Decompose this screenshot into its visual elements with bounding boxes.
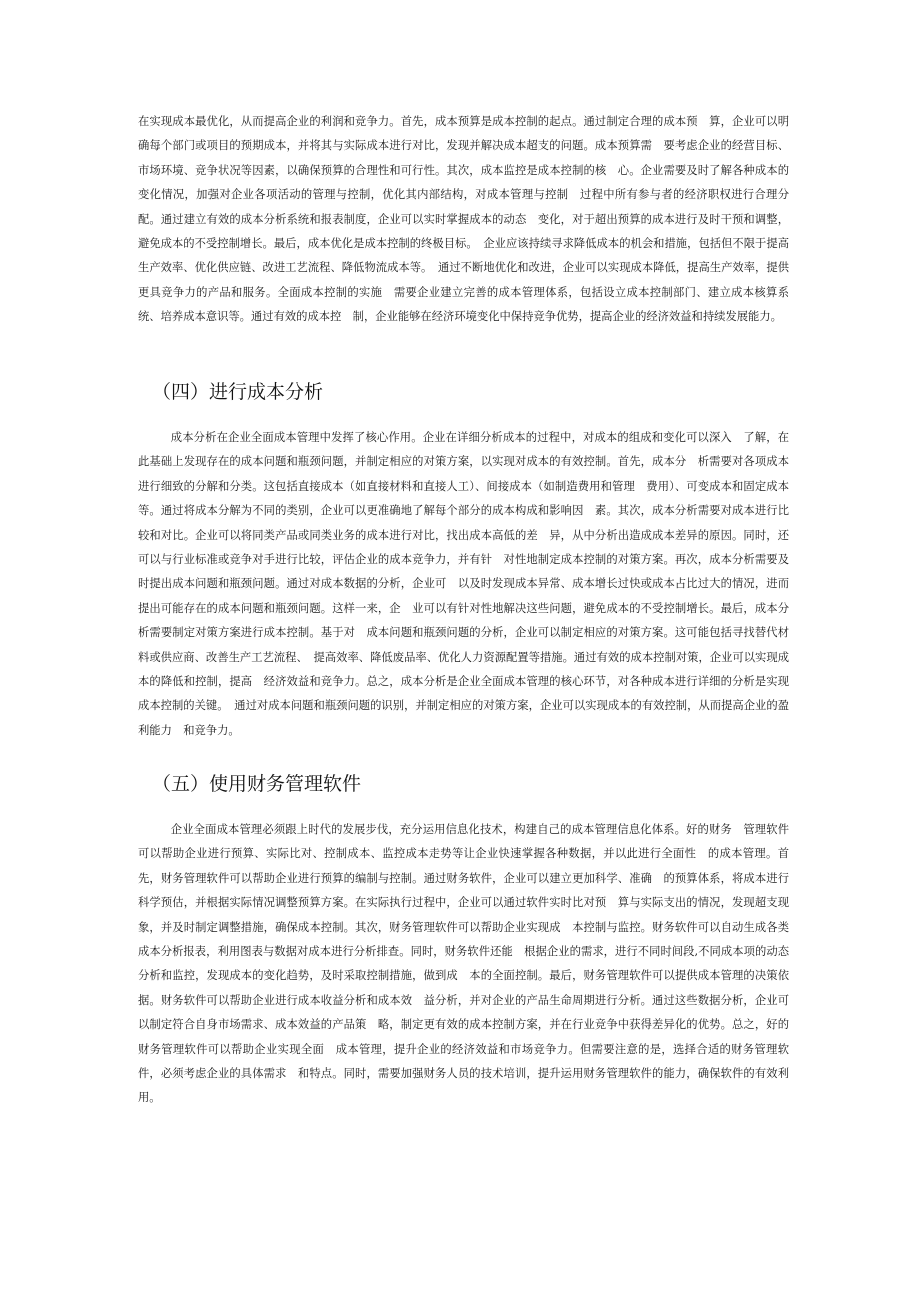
paragraph-finance-software: 企业全面成本管理必须跟上时代的发展步伐，充分运用信息化技术，构建自己的成本管理信息化体系。好的财务 管理软件可以帮助企业进行预算、实际比对、控制成本、监控成本走势等让企业快速掌握各种数据，并以此进行全面性 的成本管理。首先，财务管理软件可以帮助企业进行预算的编制与控制。通过财务软件，企业可以建立更加科学、准确 的预算体系，将成本进行科学预估，并根据实际情况调整预算方案。在实际执行过程中，企业可以通过软件实时比对预 算与实际支出的情况，发现超支现象，并及时制定调整措施，确保成本控制。其次，财务管理软件可以帮助企业实现成 本控制与监控。财务软件可以自动生成各类成本分析报表，利用图表与数据对成本进行分析排查。同时，财务软件还能 根据企业的需求，进行不同时间段,不同成本项的动态分析和监控，发现成本的变化趋势，及时采取控制措施，做到成 本的全面控制。最后，财务管理软件可以提供成本管理的决策依据。财务软件可以帮助企业进行成本收益分析和成本效 益分析，并对企业的产品生命周期进行分析。通过这些数据分析，企业可以制定符合自身市场需求、成本效益的产品策 略，制定更有效的成本控制方案，并在行业竞争中获得差异化的优势。总之，好的财务管理软件可以帮助企业实现全面 成本管理，提升企业的经济效益和市场竞争力。但需要注意的是，选择合适的财务管理软件，必须考虑企业的具体需求 和特点。同时，需要加强财务人员的技术培训，提升运用财务管理软件的能力，确保软件的有效利用。: [138, 823, 789, 1105]
paragraph-cost-analysis: 成本分析在企业全面成本管理中发挥了核心作用。企业在详细分析成本的过程中，对成本的组成和变化可以深入 了解，在此基础上发现存在的成本问题和瓶颈问题，并制定相应的对策方案，以实现对成本的有效控制。首先，成本分 析需要对各项成本进行细致的分解和分类。这包括直接成本（如直接材料和直接人工）、间接成本（如制造费用和管理 费用）、可变成本和固定成本等。通过将成本分解为不同的类别，企业可以更准确地了解每个部分的成本构成和影响因 素。其次，成本分析需要对成本进行比较和对比。企业可以将同类产品或同类业务的成本进行对比，找出成本高低的差 异，从中分析出造成成本差异的原因。同时，还可以与行业标准或竞争对手进行比较，评估企业的成本竞争力，并有针 对性地制定成本控制的对策方案。再次，成本分析需要及时提出成本问题和瓶颈问题。通过对成本数据的分析，企业可 以及时发现成本异常、成本增长过快或成本占比过大的情况，进而提出可能存在的成本问题和瓶颈问题。这样一来，企 业可以有针对性地解决这些问题，避免成本的不受控制增长。最后，成本分析需要制定对策方案进行成本控制。基于对 成本问题和瓶颈问题的分析，企业可以制定相应的对策方案。这可能包括寻找替代材料或供应商、改善生产工艺流程、 提高效率、降低废品率、优化人力资源配置等措施。通过有效的成本控制对策，企业可以实现成本的降低和控制，提高 经济效益和竞争力。总之，成本分析是企业全面成本管理的核心环节，对各种成本进行详细的分析是实现成本控制的关键。 通过对成本问题和瓶颈问题的识别，并制定相应的对策方案，企业可以实现成本的有效控制，从而提高企业的盈利能力 和竞争力。: [138, 431, 789, 737]
paragraph-cost-control: 在实现成本最优化，从而提高企业的利润和竞争力。首先，成本预算是成本控制的起点。通过制定合理的成本预 算，企业可以明确每个部门或项目的预期成本，并将其与实际成本进行对比，发现并解决成本超支的问题。成本预算需 要考虑企业的经营目标、市场环境、竞争状况等因素，以确保预算的合理性和可行性。其次，成本监控是成本控制的核 心。企业需要及时了解各种成本的变化情况，加强对企业各项活动的管理与控制，优化其内部结构，对成本管理与控制 过程中所有参与者的经济职权进行合理分配。通过建立有效的成本分析系统和报表制度，企业可以实时掌握成本的动态 变化，对于超出预算的成本进行及时干预和调整，避免成本的不受控制增长。最后，成本优化是成本控制的终极目标。 企业应该持续寻求降低成本的机会和措施，包括但不限于提高生产效率、优化供应链、改进工艺流程、降低物流成本等。 通过不断地优化和改进，企业可以实现成本降低，提高生产效率，提供更具竞争力的产品和服务。全面成本控制的实施 需要企业建立完善的成本管理体系，包括设立成本控制部门、建立成本核算系统、培养成本意识等。通过有效的成本控 制，企业能够在经济环境变化中保持竞争优势，提高企业的经济效益和持续发展能力。: [138, 115, 789, 324]
section-heading-cost-analysis: （四）进行成本分析: [152, 381, 324, 403]
section-heading-finance-software: （五）使用财务管理软件: [152, 773, 362, 795]
